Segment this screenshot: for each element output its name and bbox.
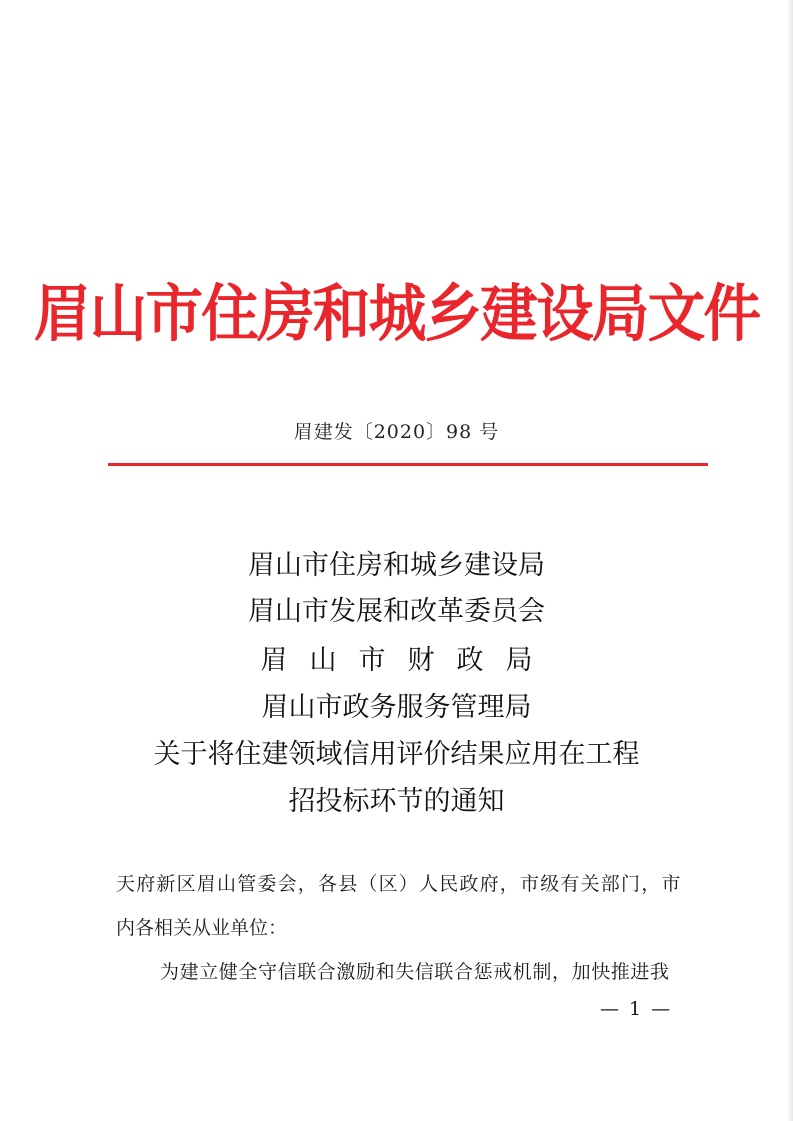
- red-separator-line: [108, 463, 708, 466]
- issuer-line-1: 眉山市住房和城乡建设局: [248, 550, 545, 581]
- notice-subject-line-1: 关于将住建领域信用评价结果应用在工程: [153, 739, 640, 770]
- document-number: 眉建发〔2020〕98 号: [293, 421, 500, 443]
- red-header-title: 眉山市住房和城乡建设局文件: [33, 277, 760, 350]
- addressee-line-2: 内各相关从业单位：: [116, 917, 288, 939]
- body-paragraph-first-line: 为建立健全守信联合激励和失信联合惩戒机制，加快推进我: [160, 961, 670, 983]
- issuer-line-2: 眉山市发展和改革委员会: [248, 596, 545, 627]
- issuer-line-4: 眉山市政务服务管理局: [261, 692, 532, 723]
- addressee-line-1: 天府新区眉山管委会，各县（区）人民政府，市级有关部门，市: [116, 873, 682, 895]
- notice-subject-line-2: 招投标环节的通知: [288, 786, 505, 817]
- page-number: — 1 —: [600, 998, 673, 1020]
- issuer-line-3: 眉山市财政局: [260, 645, 555, 676]
